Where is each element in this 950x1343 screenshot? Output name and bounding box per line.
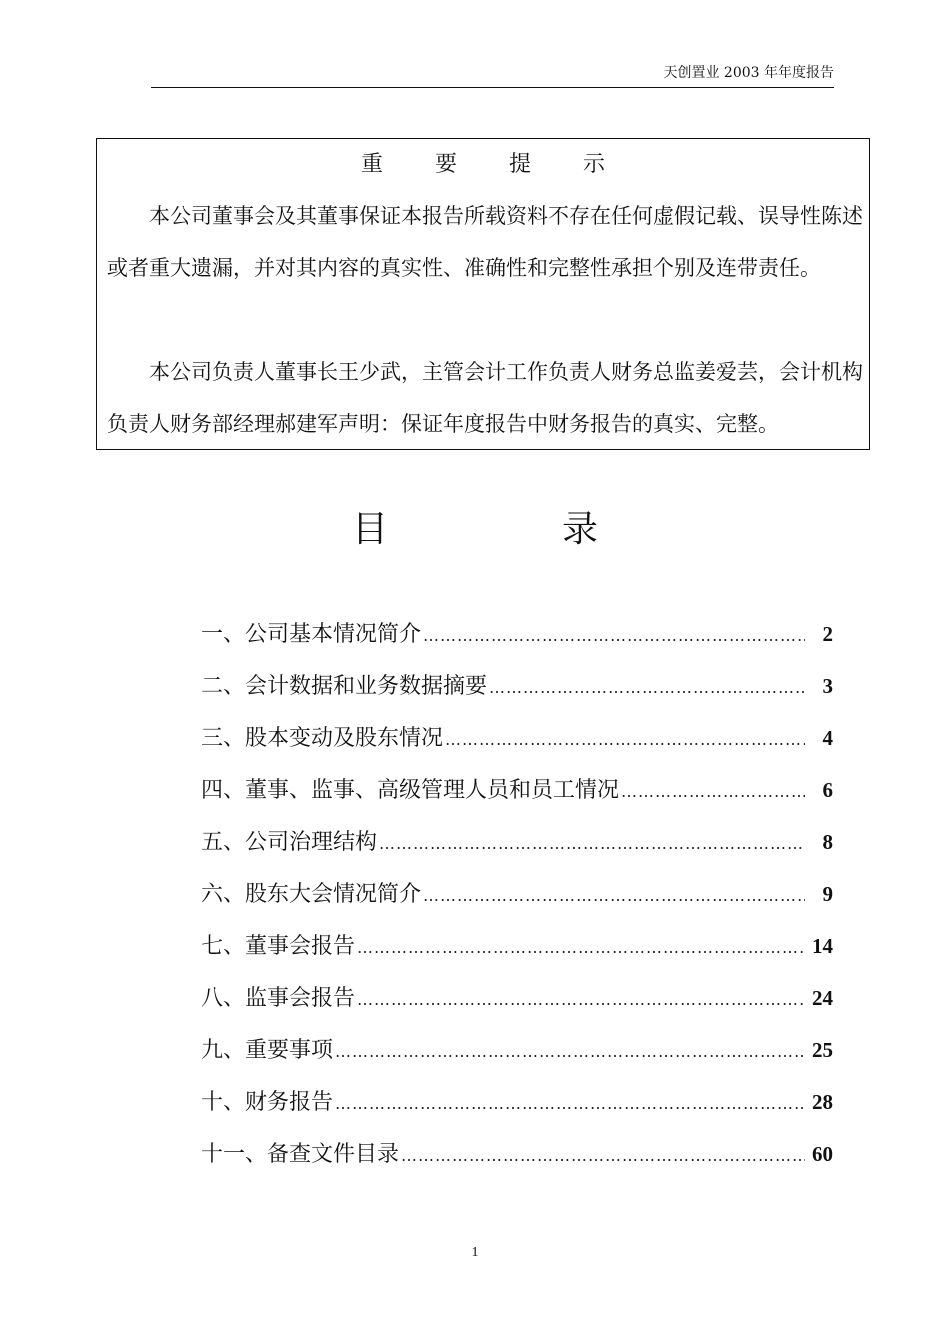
toc-entry-label: 一、公司基本情况简介 <box>201 622 422 647</box>
toc-entry-page: 60 <box>812 1142 833 1166</box>
toc-entry-page: 4 <box>822 726 833 750</box>
toc-entry-label: 六、股东大会情况简介 <box>201 882 422 907</box>
toc-leader-dots <box>621 770 805 814</box>
toc-entry-label: 四、董事、监事、高级管理人员和员工情况 <box>201 778 620 803</box>
toc-entry-label: 七、董事会报告 <box>201 934 356 959</box>
toc-entry[interactable] <box>201 1132 833 1184</box>
toc-leader-dots <box>423 614 805 658</box>
toc-leader-dots <box>335 1030 805 1074</box>
toc-entry[interactable] <box>201 1028 833 1080</box>
notice-title-char: 重 <box>360 152 383 177</box>
toc-heading-char: 录 <box>561 509 598 550</box>
toc-entry-page: 25 <box>812 1038 833 1062</box>
toc-entry[interactable] <box>201 976 833 1028</box>
toc-entry[interactable] <box>201 664 833 716</box>
toc-leader-dots <box>357 926 805 970</box>
toc-entry[interactable] <box>201 612 833 664</box>
table-of-contents <box>201 612 833 1184</box>
toc-entry[interactable] <box>201 1080 833 1132</box>
toc-entry-page: 28 <box>812 1090 833 1114</box>
toc-leader-dots <box>445 718 805 762</box>
toc-entry[interactable] <box>201 768 833 820</box>
toc-leader-dots <box>335 1082 805 1126</box>
notice-paragraph-officer-statement: 本公司负责人董事长王少武，主管会计工作负责人财务总监姜爱芸，会计机构负责人财务部经理郝建军声明：保证年度报告中财务报告的真实、完整。 <box>107 360 863 436</box>
toc-entry-label: 五、公司治理结构 <box>201 830 378 855</box>
header-divider <box>151 87 834 88</box>
toc-entry-page: 6 <box>822 778 833 802</box>
notice-title-char: 要 <box>434 152 457 177</box>
toc-entry-label: 八、监事会报告 <box>201 986 356 1011</box>
toc-leader-dots <box>489 666 805 710</box>
toc-entry-page: 8 <box>822 830 833 854</box>
toc-entry-page: 3 <box>822 674 833 698</box>
toc-heading-char: 目 <box>351 509 388 550</box>
toc-entry-label: 十一、备查文件目录 <box>201 1142 400 1167</box>
toc-entry-label: 十、财务报告 <box>201 1090 334 1115</box>
toc-entry-page: 24 <box>812 986 833 1010</box>
page-number: 1 <box>471 1245 479 1260</box>
toc-entry[interactable] <box>201 872 833 924</box>
notice-title-char: 示 <box>582 152 605 177</box>
toc-entry-label: 二、会计数据和业务数据摘要 <box>201 674 488 699</box>
toc-entry-label: 三、股本变动及股东情况 <box>201 726 444 751</box>
toc-entry-page: 9 <box>822 882 833 906</box>
toc-leader-dots <box>379 822 805 866</box>
toc-leader-dots <box>357 978 805 1022</box>
toc-heading <box>0 506 950 554</box>
toc-entry[interactable] <box>201 716 833 768</box>
notice-title-char: 提 <box>508 152 531 177</box>
toc-entry[interactable] <box>201 924 833 976</box>
toc-leader-dots <box>423 874 805 918</box>
running-header: 天创置业 2003 年年度报告 <box>663 65 834 81</box>
toc-entry-label: 九、重要事项 <box>201 1038 334 1063</box>
toc-entry-page: 14 <box>812 934 833 958</box>
notice-title <box>96 150 870 180</box>
toc-leader-dots <box>401 1134 805 1178</box>
toc-entry-page: 2 <box>822 622 833 646</box>
notice-paragraph-board-statement: 本公司董事会及其董事保证本报告所载资料不存在任何虚假记载、误导性陈述或者重大遗漏，并对其内容的真实性、准确性和完整性承担个别及连带责任。 <box>107 204 863 280</box>
toc-entry[interactable] <box>201 820 833 872</box>
